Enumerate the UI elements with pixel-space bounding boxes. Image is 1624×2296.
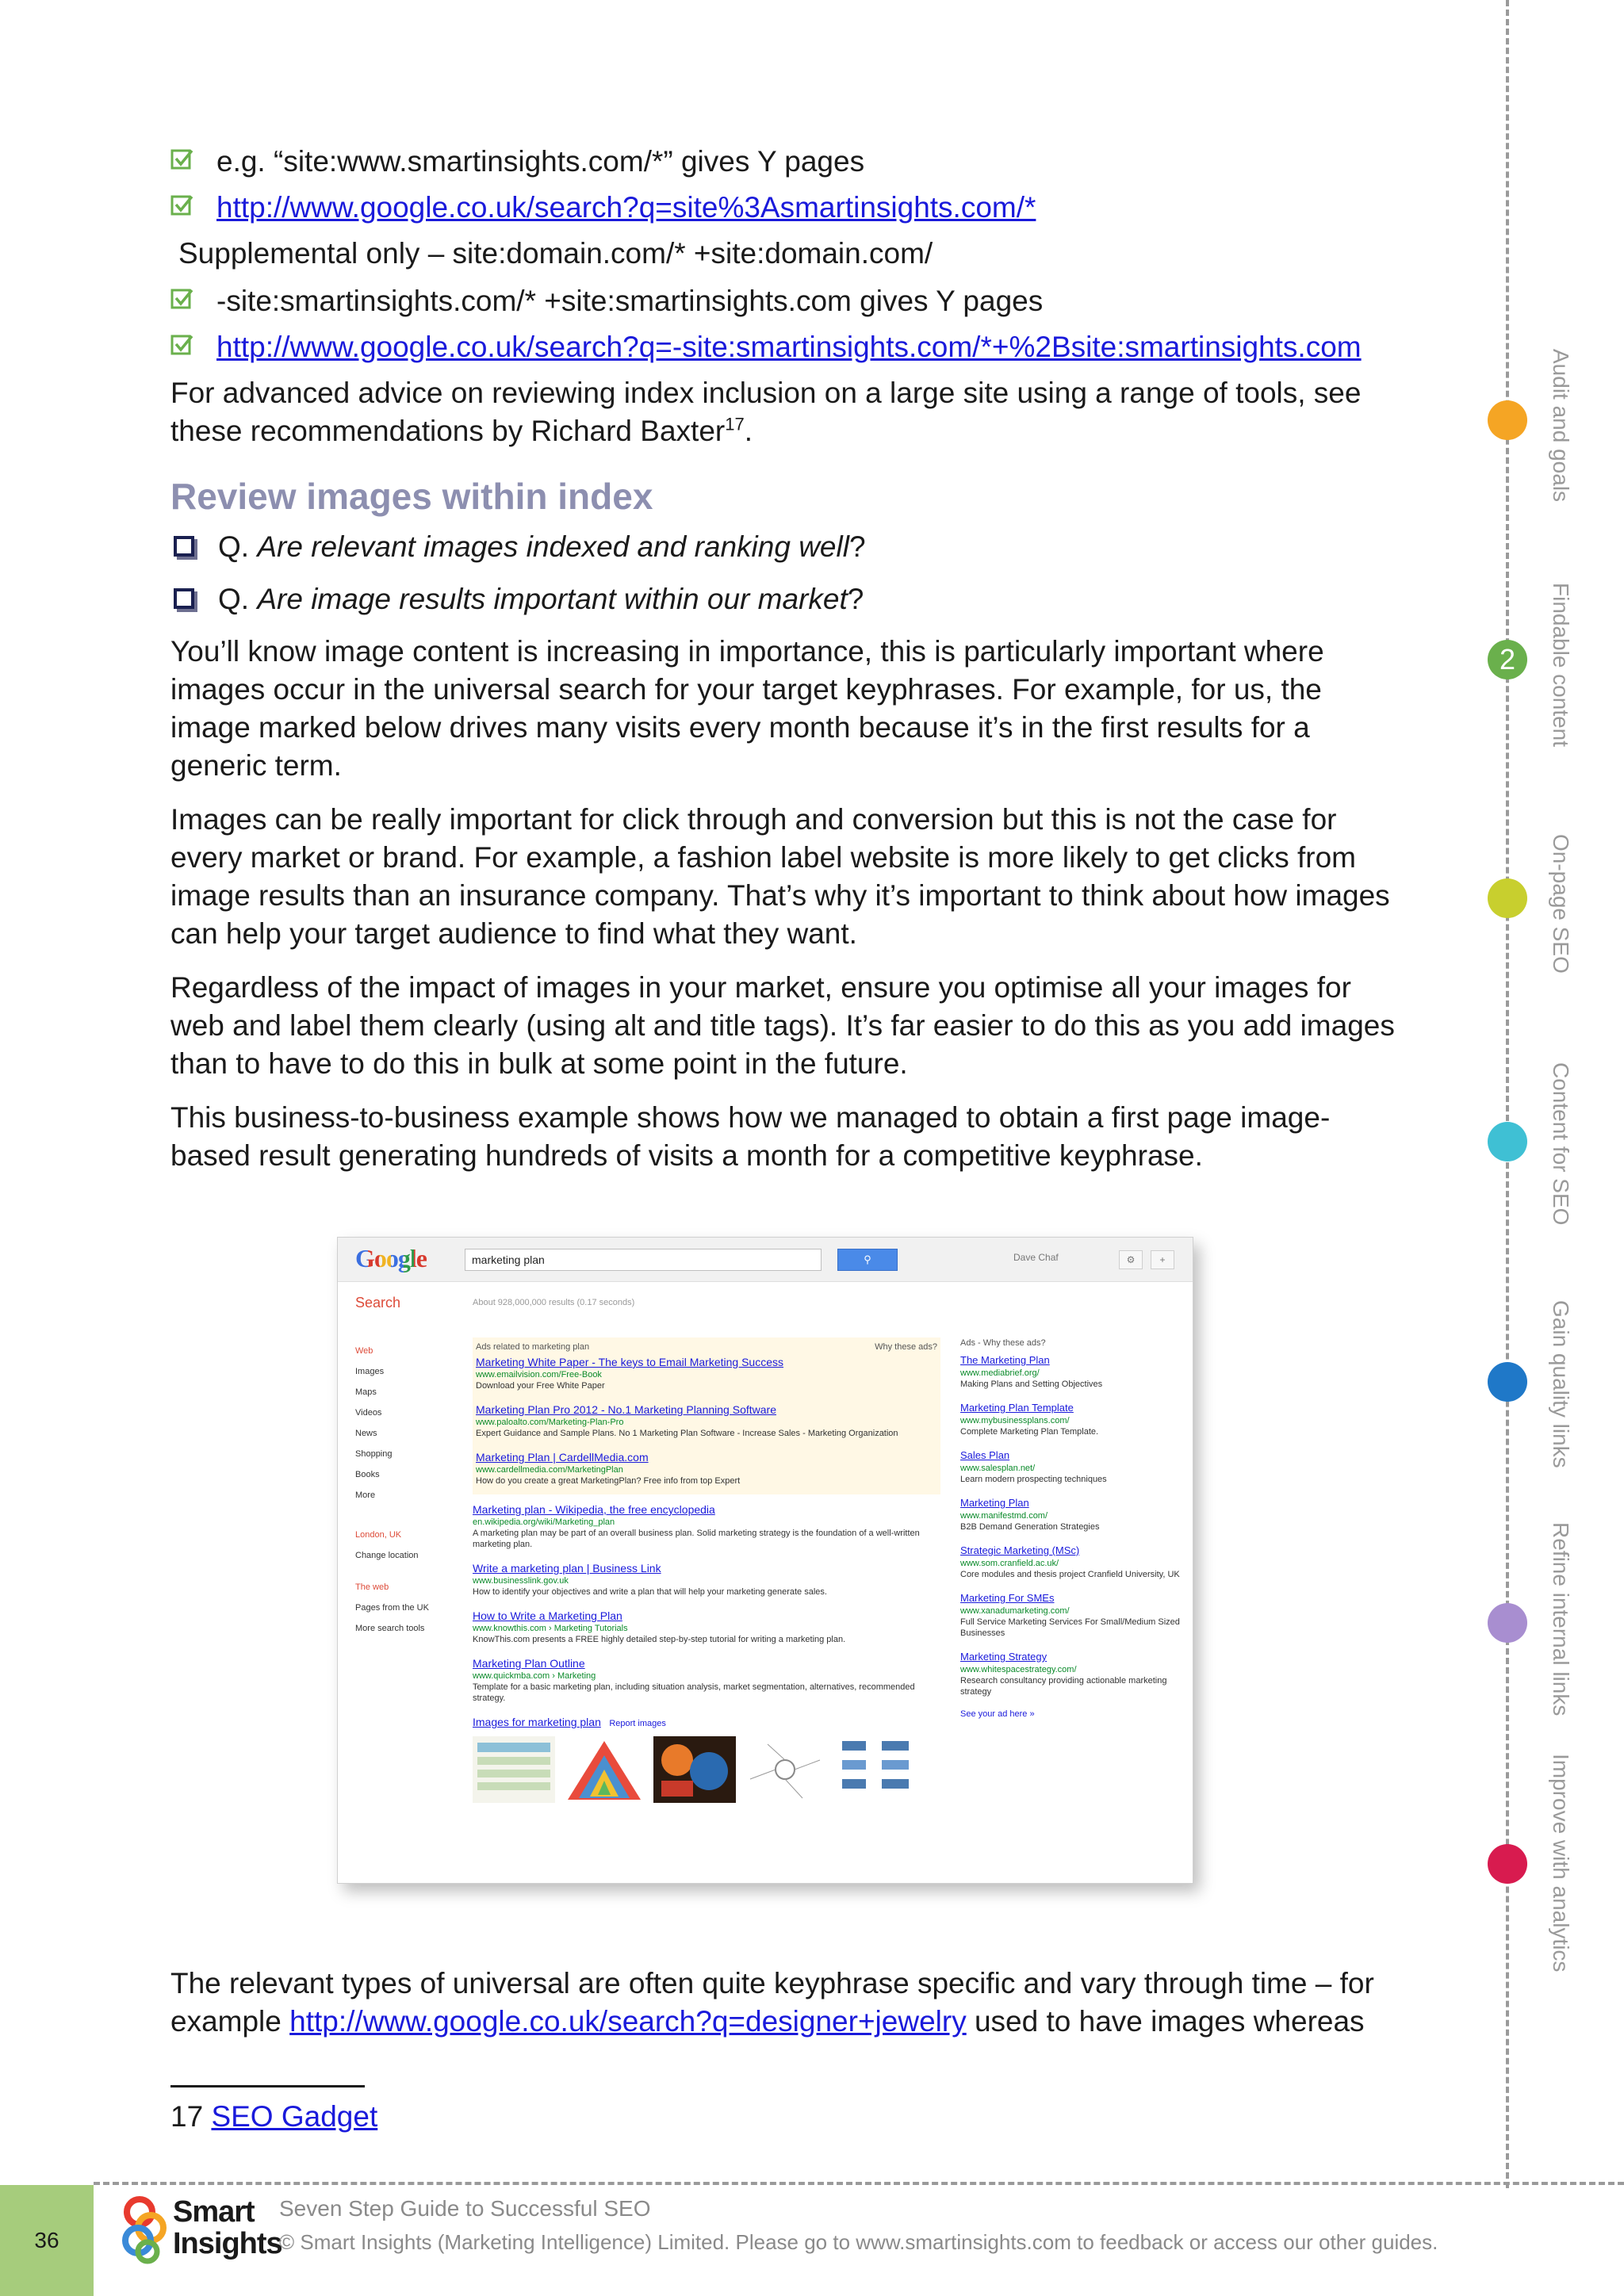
search-side-ads (960, 1337, 1182, 1720)
search-results-screenshot (337, 1237, 1193, 1884)
result-snippet: Making Plans and Setting Objectives (960, 1380, 1103, 1389)
advice-paragraph: For advanced advice on reviewing index inclusion on a large site using a range of tools, see these recommendations by Richard Baxter$^{17}$. (170, 377, 1362, 447)
result-url: www.manifestmd.com/ (960, 1511, 1048, 1521)
result-snippet: Complete Marketing Plan Template. (960, 1427, 1099, 1437)
images-link: Images for marketing plan (473, 1716, 601, 1728)
result-url: www.quickmba.com › Marketing (473, 1671, 596, 1681)
organic-result (473, 1561, 940, 1598)
question-text: Are image results important within our market (257, 583, 848, 615)
page-number: 36 (0, 2185, 94, 2296)
result-url: www.mybusinessplans.com/ (960, 1416, 1070, 1425)
checkbox-checked-icon (170, 287, 194, 311)
paragraph-text: used to have images whereas (966, 2005, 1365, 2038)
question-prefix: Q. (218, 530, 250, 563)
nav-item: London, UK (355, 1530, 402, 1540)
main-content (170, 143, 1408, 1191)
nav-item: The web (355, 1582, 389, 1592)
result-title: Marketing plan - Wikipedia, the free encyclopedia (473, 1503, 715, 1516)
site-search-link[interactable]: http://www.google.co.uk/search?q=site%3Asmartinsights.com/* (216, 191, 1036, 224)
result-url: www.cardellmedia.com/MarketingPlan (476, 1465, 623, 1475)
step-label: Gain quality links (1549, 1300, 1573, 1468)
smart-insights-logo (121, 2193, 282, 2272)
result-url: www.mediabrief.org/ (960, 1368, 1040, 1378)
search-left-nav (355, 1341, 466, 1639)
step-marker (1488, 1362, 1527, 1402)
result-url: www.som.cranfield.ac.uk/ (960, 1559, 1059, 1568)
side-ad (960, 1353, 1182, 1390)
designer-jewelry-link[interactable]: http://www.google.co.uk/search?q=designer+jewelry (289, 2005, 967, 2038)
search-button (837, 1249, 898, 1271)
pyramid-image (563, 1736, 645, 1803)
seo-gadget-link[interactable]: SEO Gadget (211, 2100, 378, 2133)
image-thumbnails (473, 1736, 940, 1803)
section-heading: Review images within index (170, 476, 653, 517)
supplemental-note: Supplemental only – site:domain.com/* +site:domain.com/ (178, 237, 933, 270)
step-marker (1488, 1844, 1527, 1884)
mindmap-image (744, 1736, 826, 1803)
result-url: www.whitespacestrategy.com/ (960, 1665, 1077, 1674)
nav-item: Shopping (355, 1449, 393, 1459)
step-label: Content for SEO (1549, 1062, 1573, 1226)
ad-result (476, 1402, 937, 1439)
result-snippet: A marketing plan may be part of an overall business plan. Solid marketing strategy is the foundation of a well-written marketing plan. (473, 1529, 920, 1549)
nav-item: Books (355, 1470, 380, 1479)
search-label: Search (355, 1295, 401, 1311)
ad-result (476, 1355, 937, 1391)
search-icon: ⚲ (864, 1253, 871, 1265)
nav-item: Images (355, 1367, 385, 1376)
result-title: Marketing Plan Pro 2012 - No.1 Marketing Planning Software (476, 1403, 776, 1416)
checkbox-checked-icon (170, 333, 194, 357)
result-snippet: Learn modern prospecting techniques (960, 1475, 1107, 1484)
question-item (170, 580, 1408, 618)
supplemental-search-link[interactable]: http://www.google.co.uk/search?q=-site:smartinsights.com/*+%2Bsite:smartinsights.com (216, 331, 1362, 363)
step-marker (1488, 1122, 1527, 1161)
nav-item: More (355, 1490, 376, 1500)
step-label: Audit and goals (1549, 349, 1573, 503)
plus-icon: + (1151, 1250, 1174, 1269)
footnote-divider (170, 2085, 365, 2087)
images-results (473, 1715, 940, 1803)
result-title: How to Write a Marketing Plan (473, 1609, 622, 1622)
step-label: Findable content (1549, 583, 1573, 748)
result-url: www.salesplan.net/ (960, 1464, 1036, 1473)
step-marker (1488, 400, 1527, 440)
question-suffix: ? (847, 583, 864, 615)
nav-item: More search tools (355, 1624, 425, 1633)
side-ad (960, 1591, 1182, 1639)
result-title: Strategic Marketing (MSc) (960, 1544, 1080, 1556)
result-title: Marketing Plan Outline (473, 1657, 585, 1670)
checklist-item (170, 143, 1408, 181)
result-url: www.knowthis.com › Marketing Tutorials (473, 1624, 628, 1633)
checkbox-checked-icon (170, 193, 194, 217)
question-suffix: ? (848, 530, 866, 563)
result-url: www.emailvision.com/Free-Book (476, 1370, 602, 1380)
result-url: www.businesslink.gov.uk (473, 1576, 569, 1586)
checklist-item (170, 282, 1408, 320)
search-top-bar (338, 1238, 1193, 1282)
body-paragraph: Images can be really important for click through and conversion but this is not the case for every market or brand. For example, a fashion label website is more likely to get clicks from image results than an insurance company. That’s why it’s important to think about how images can help your target audience to find what they want. (170, 803, 1390, 950)
question-text: Are relevant images indexed and ranking well (257, 530, 849, 563)
result-title: Marketing White Paper - The keys to Email Marketing Success (476, 1356, 784, 1368)
result-snippet: Full Service Marketing Services For Small/Medium Sized Businesses (960, 1617, 1180, 1638)
footer-copyright: © Smart Insights (Marketing Intelligence) Limited. Please go to www.smartinsights.com to feedback or access our other guides. (279, 2230, 1438, 2254)
organic-result (473, 1609, 940, 1645)
checkbox-checked-icon (170, 147, 194, 171)
question-item (170, 528, 1408, 566)
nav-item: Videos (355, 1408, 382, 1418)
result-snippet: Research consultancy providing actionable marketing strategy (960, 1676, 1167, 1697)
footer-divider (94, 2182, 1624, 2185)
side-ad (960, 1401, 1182, 1437)
nav-item: News (355, 1429, 377, 1438)
step-marker (1488, 1603, 1527, 1643)
see-your-ad: See your ad here » (960, 1709, 1035, 1719)
result-snippet: Core modules and thesis project Cranfield University, UK (960, 1570, 1180, 1579)
checklist-text: e.g. “site:www.smartinsights.com/*” gives Y pages (216, 145, 865, 178)
result-title: Sales Plan (960, 1449, 1010, 1461)
result-snippet: KnowThis.com presents a FREE highly detailed step-by-step tutorial for writing a marketing plan. (473, 1635, 846, 1644)
organic-result (473, 1656, 940, 1704)
question-prefix: Q. (218, 583, 250, 615)
result-url: www.xanadumarketing.com/ (960, 1606, 1070, 1616)
step-label: Refine internal links (1549, 1522, 1573, 1716)
body-paragraph: This business-to-business example shows how we managed to obtain a first page image-based result generating hundreds of visits a month for a competitive keyphrase. (170, 1101, 1331, 1172)
side-ad (960, 1544, 1182, 1580)
result-snippet: Expert Guidance and Sample Plans. No 1 Marketing Plan Software - Increase Sales - Marketing Organization (476, 1429, 898, 1438)
step-marker (1488, 878, 1527, 918)
result-url: www.paloalto.com/Marketing-Plan-Pro (476, 1418, 624, 1427)
nav-item: Web (355, 1346, 373, 1356)
step-label: Improve with analytics (1549, 1754, 1573, 1973)
nav-item: Maps (355, 1387, 377, 1397)
side-ads-header: Ads - Why these ads? (960, 1338, 1046, 1348)
flowchart-image (834, 1736, 917, 1803)
result-snippet: B2B Demand Generation Strategies (960, 1522, 1100, 1532)
footer-title: Seven Step Guide to Successful SEO (279, 2196, 651, 2221)
result-title: The Marketing Plan (960, 1354, 1050, 1366)
ad-result (476, 1450, 937, 1487)
checkbox-empty-icon (174, 536, 194, 557)
report-images: Report images (609, 1719, 666, 1728)
result-title: Marketing Plan (960, 1497, 1029, 1509)
result-title: Marketing Plan | CardellMedia.com (476, 1451, 649, 1464)
google-logo: Google (355, 1244, 427, 1272)
result-count: About 928,000,000 results (0.17 seconds) (473, 1298, 635, 1307)
search-query-input: marketing plan (465, 1249, 822, 1271)
side-ad (960, 1496, 1182, 1533)
checklist-item (170, 189, 1408, 227)
checkbox-empty-icon (174, 588, 194, 609)
result-snippet: Template for a basic marketing plan, including situation analysis, market segmentation, alternatives, recommended strategy. (473, 1682, 915, 1703)
checklist-text: -site:smartinsights.com/* +site:smartinsights.com gives Y pages (216, 285, 1044, 317)
footnote (170, 2098, 377, 2136)
organic-result (473, 1502, 940, 1550)
ads-block (473, 1337, 940, 1494)
result-title: Marketing For SMEs (960, 1592, 1055, 1604)
search-main-results (473, 1337, 940, 1803)
advice-text: For advanced advice on reviewing index inclusion on a large site using a range of tools, see these recommendations by Richard Baxter (170, 377, 1362, 447)
footnote-number: 17 (170, 2100, 204, 2133)
body-paragraph: You’ll know image content is increasing in importance, this is particularly important where images occur in the universal search for your target keyphrases. For example, for us, the image marked below drives many visits every month because it’s in the first results for a generic term. (170, 635, 1324, 782)
result-snippet: How to identify your objectives and write a plan that will help your marketing generate sales. (473, 1587, 827, 1597)
footnote-ref: 17 (725, 414, 745, 434)
brand-name: Smart Insights (173, 2195, 282, 2260)
ads-header: Ads related to marketing plan (476, 1342, 590, 1352)
universal-paragraph (170, 1965, 1423, 2041)
user-name-label: Dave Chaf (1013, 1252, 1059, 1263)
table-image (473, 1736, 555, 1803)
ads-why: Why these ads? (875, 1342, 937, 1352)
step-label: On-page SEO (1549, 834, 1573, 974)
nav-item: Pages from the UK (355, 1603, 429, 1613)
step-marker-current: 2 (1488, 640, 1527, 679)
side-ad (960, 1650, 1182, 1697)
result-title: Marketing Plan Template (960, 1402, 1074, 1414)
brand-rings-icon (121, 2196, 170, 2264)
result-title: Marketing Strategy (960, 1651, 1048, 1663)
side-ad (960, 1448, 1182, 1485)
checklist-item (170, 328, 1408, 366)
nav-item: Change location (355, 1551, 419, 1560)
result-snippet: Download your Free White Paper (476, 1381, 605, 1391)
settings-icon: ⚙ (1119, 1250, 1143, 1269)
result-snippet: How do you create a great MarketingPlan? Free info from top Expert (476, 1476, 741, 1486)
result-title: Write a marketing plan | Business Link (473, 1562, 661, 1575)
body-paragraph: Regardless of the impact of images in your market, ensure you optimise all your images for web and label them clearly (using alt and title tags). It’s far easier to do this as you add images than to have to do this in bulk at some point in the future. (170, 971, 1395, 1080)
result-url: en.wikipedia.org/wiki/Marketing_plan (473, 1517, 615, 1527)
paragraph-text: The relevant types of universal are often quite keyphrase specific and vary through time – for example (170, 1967, 1374, 2038)
collage-image (653, 1736, 736, 1803)
